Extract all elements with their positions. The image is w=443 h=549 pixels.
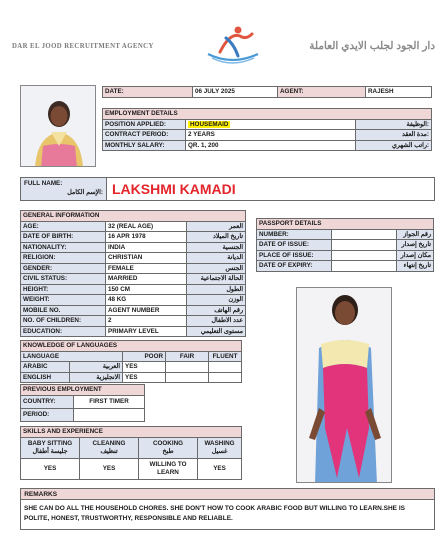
skill-cooking-header xyxy=(139,437,198,458)
skill-washing-header xyxy=(198,437,242,458)
dob-ar: تاريخ الميلاد xyxy=(187,232,246,243)
fullname-label: FULL NAME: xyxy=(24,180,63,187)
date-label: DATE: xyxy=(103,87,193,98)
mobile-label: MOBILE NO. xyxy=(21,305,106,316)
skills-title: SKILLS AND EXPERIENCE xyxy=(21,427,242,438)
issue-place-value xyxy=(332,250,397,261)
lang-arabic-fair xyxy=(166,362,209,373)
height-value: 150 CM xyxy=(106,284,187,295)
contract-label: CONTRACT PERIOD: xyxy=(103,130,186,141)
religion-value: CHRISTIAN xyxy=(106,253,187,264)
candidate-photo-full xyxy=(296,287,392,483)
issue-place-ar: مكان إصدار xyxy=(397,250,434,261)
skill-cleaning-en: CLEANING xyxy=(92,439,126,447)
gender-ar: الجنس xyxy=(187,263,246,274)
skill-washing-en: WASHING xyxy=(204,439,235,447)
fullname-label-cell xyxy=(21,178,107,200)
skills-table xyxy=(20,426,242,480)
skill-washing-value: YES xyxy=(198,458,242,479)
lang-header-fair: FAIR xyxy=(166,351,209,362)
expiry-ar: تاريخ إنتهاء xyxy=(397,261,434,272)
passport-title: PASSPORT DETAILS xyxy=(257,219,434,230)
fullname-box xyxy=(20,177,435,201)
age-value: 32 (REAL AGE) xyxy=(106,221,187,232)
date-value: 06 JULY 2025 xyxy=(193,87,278,98)
mobile-value: AGENT NUMBER xyxy=(106,305,187,316)
remarks-box xyxy=(20,488,435,530)
employment-title: EMPLOYMENT DETAILS xyxy=(103,109,432,120)
position-value xyxy=(186,119,356,130)
weight-label: WEIGHT: xyxy=(21,295,106,306)
civil-value: MARRIED xyxy=(106,274,187,285)
skill-cooking-value: WILLING TO LEARN xyxy=(139,458,198,479)
skill-washing-ar: غسيل xyxy=(211,447,228,455)
previous-employment-table xyxy=(20,384,145,422)
candidate-photo-small xyxy=(20,85,96,167)
mobile-ar: رقم الهاتف xyxy=(187,305,246,316)
issue-date-ar: تاريخ إصدار xyxy=(397,240,434,251)
education-value: PRIMARY LEVEL xyxy=(106,326,187,337)
position-highlight: HOUSEMAID xyxy=(190,120,229,128)
nationality-value: INDIA xyxy=(106,242,187,253)
previous-period-label: PERIOD: xyxy=(21,408,74,421)
general-title: GENERAL INFORMATION xyxy=(21,211,246,222)
employment-table xyxy=(102,108,432,151)
remarks-text: SHE CAN DO ALL THE HOUSEHOLD CHORES. SHE DON'T HOW TO COOK ARABIC FOOD BUT WILLING TO LEARN.SHE IS POLITE, HONEST, TRUSTWORTHY, RESPONSIBLE AND RELIABLE. xyxy=(24,505,405,522)
religion-label: RELIGION: xyxy=(21,253,106,264)
skill-babysitting-header xyxy=(21,437,80,458)
passport-number-value xyxy=(332,229,397,240)
civil-label: CIVIL STATUS: xyxy=(21,274,106,285)
previous-country-value: FIRST TIMER xyxy=(74,395,145,408)
children-value: 2 xyxy=(106,316,187,327)
previous-title: PREVIOUS EMPLOYMENT xyxy=(21,385,145,396)
remarks-title: REMARKS xyxy=(20,488,435,500)
position-ar: الوظيفة: xyxy=(356,119,432,130)
skill-cooking-ar: طبخ xyxy=(162,447,174,455)
lang-arabic-fluent xyxy=(209,362,242,373)
contract-ar: مدة العقد: xyxy=(356,130,432,141)
skill-babysitting-ar: جليسة أطفال xyxy=(32,447,68,455)
position-label: POSITION APPLIED: xyxy=(103,119,186,130)
salary-value: QR. 1, 200 xyxy=(186,140,356,151)
lang-header-fluent: FLUENT xyxy=(209,351,242,362)
education-label: EDUCATION: xyxy=(21,326,106,337)
issue-place-label: PLACE OF ISSUE: xyxy=(257,250,332,261)
children-ar: عدد الاطفال xyxy=(187,316,246,327)
agent-label: AGENT: xyxy=(278,87,366,98)
lang-english-fair xyxy=(166,372,209,383)
religion-ar: الديانة xyxy=(187,253,246,264)
lang-english: ENGLISH xyxy=(21,372,70,383)
height-label: HEIGHT: xyxy=(21,284,106,295)
nationality-label: NATIONALITY: xyxy=(21,242,106,253)
languages-title: KNOWLEDGE OF LANGUAGES xyxy=(21,341,242,352)
expiry-value xyxy=(332,261,397,272)
lang-english-fluent xyxy=(209,372,242,383)
passport-number-ar: رقم الجواز xyxy=(397,229,434,240)
skill-cleaning-header xyxy=(80,437,139,458)
passport-table xyxy=(256,218,434,272)
lang-english-poor: YES xyxy=(123,372,166,383)
age-ar: العمر xyxy=(187,221,246,232)
weight-ar: الوزن xyxy=(187,295,246,306)
skill-babysitting-value: YES xyxy=(21,458,80,479)
fullname-value: LAKSHMI KAMADI xyxy=(112,181,236,197)
lang-header-language: LANGUAGE xyxy=(21,351,123,362)
weight-value: 48 KG xyxy=(106,295,187,306)
salary-ar: راتب الشهري: xyxy=(356,140,432,151)
lang-header-poor: POOR xyxy=(123,351,166,362)
lang-arabic: ARABIC xyxy=(21,362,70,373)
skill-cooking-en: COOKING xyxy=(152,439,184,447)
lang-arabic-poor: YES xyxy=(123,362,166,373)
dob-value: 16 APR 1978 xyxy=(106,232,187,243)
languages-table xyxy=(20,340,242,383)
education-ar: مستوى التعليمي xyxy=(187,326,246,337)
lang-english-ar: الانجليزية xyxy=(70,372,123,383)
passport-number-label: NUMBER: xyxy=(257,229,332,240)
fullname-label-ar: الإسم الكامل: xyxy=(67,189,103,196)
issue-date-value xyxy=(332,240,397,251)
date-agent-table xyxy=(102,86,432,98)
expiry-label: DATE OF EXPIRY: xyxy=(257,261,332,272)
nationality-ar: الجنسية xyxy=(187,242,246,253)
issue-date-label: DATE OF ISSUE: xyxy=(257,240,332,251)
children-label: NO. OF CHILDREN: xyxy=(21,316,106,327)
skill-babysitting-en: BABY SITTING xyxy=(27,439,73,447)
previous-period-value xyxy=(74,408,145,421)
dob-label: DATE OF BIRTH: xyxy=(21,232,106,243)
age-label: AGE: xyxy=(21,221,106,232)
height-ar: الطول xyxy=(187,284,246,295)
gender-label: GENDER: xyxy=(21,263,106,274)
agency-logo xyxy=(200,22,264,68)
general-table xyxy=(20,210,246,337)
agent-value: RAJESH xyxy=(366,87,432,98)
salary-label: MONTHLY SALARY: xyxy=(103,140,186,151)
gender-value: FEMALE xyxy=(106,263,187,274)
skill-cleaning-ar: تنظيف xyxy=(100,447,118,455)
lang-arabic-ar: العربية xyxy=(70,362,123,373)
agency-name-ar: دار الجود لجلب الايدي العاملة xyxy=(309,40,435,52)
agency-name-en: DAR EL JOOD RECRUITMENT AGENCY xyxy=(12,43,154,50)
skill-cleaning-value: YES xyxy=(80,458,139,479)
previous-country-label: COUNTRY: xyxy=(21,395,74,408)
contract-value: 2 YEARS xyxy=(186,130,356,141)
civil-ar: الحالة الاجتماعية xyxy=(187,274,246,285)
